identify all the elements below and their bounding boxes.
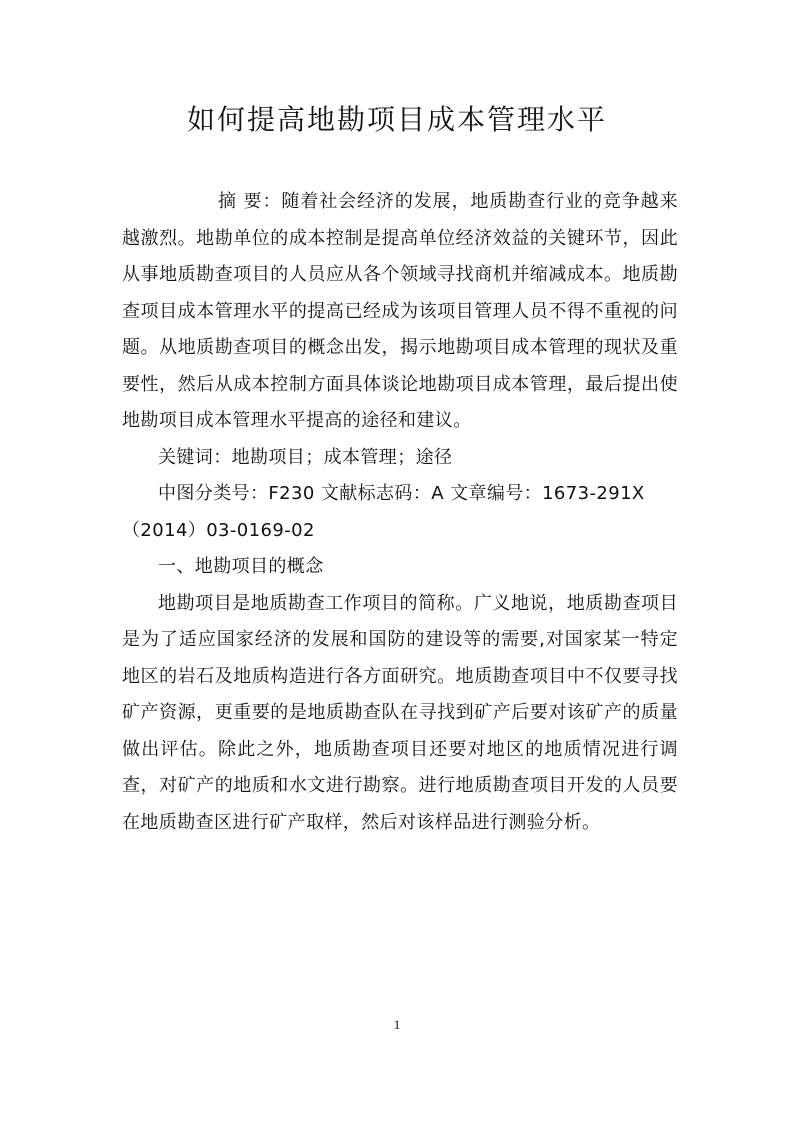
document-body (122, 184, 678, 841)
abstract-text: 随着社会经济的发展，地质勘查行业的竞争越来越激烈。地勘单位的成本控制是提高单位经济效益的关键环节，因此从事地质勘查项目的人员应从各个领域寻找商机并缩减成本。地质勘查项目成本管理水平的提高已经成为该项目管理人员不得不重视的问题。从地质勘查项目的概念出发，揭示地勘项目成本管理的现状及重要性，然后从成本控制方面具体谈论地勘项目成本管理，最后提出使地勘项目成本管理水平提高的途径和建议。 (122, 191, 678, 431)
classification-line-continued: （2014）03-0169-02 (122, 519, 315, 541)
keywords-line: 关键词：地勘项目；成本管理；途径 (158, 446, 453, 468)
abstract-paragraph (122, 184, 678, 440)
page-title: 如何提高地勘项目成本管理水平 (186, 103, 607, 136)
page-number: 1 (393, 1017, 401, 1032)
section-body: 地勘项目是地质勘查工作项目的简称。广义地说，地质勘查项目是为了适应国家经济的发展和国防的建设等的需要,对国家某一特定地区的岩石及地质构造进行各方面研究。地质勘查项目中不仅要寻找矿产资源，更重要的是地质勘查队在寻找到矿产后要对该矿产的质量做出评估。除此之外，地质勘查项目还要对地区的地质情况进行调查，对矿产的地质和水文进行勘察。进行地质勘查项目开发的人员要在地质勘查区进行矿产取样，然后对该样品进行测验分析。 (122, 592, 678, 833)
classification-line: 中图分类号：F230 文献标志码：A 文章编号：1673-291X (158, 483, 645, 504)
abstract-label: 摘 要： (218, 191, 282, 212)
section-heading: 一、地勘项目的概念 (158, 556, 324, 577)
